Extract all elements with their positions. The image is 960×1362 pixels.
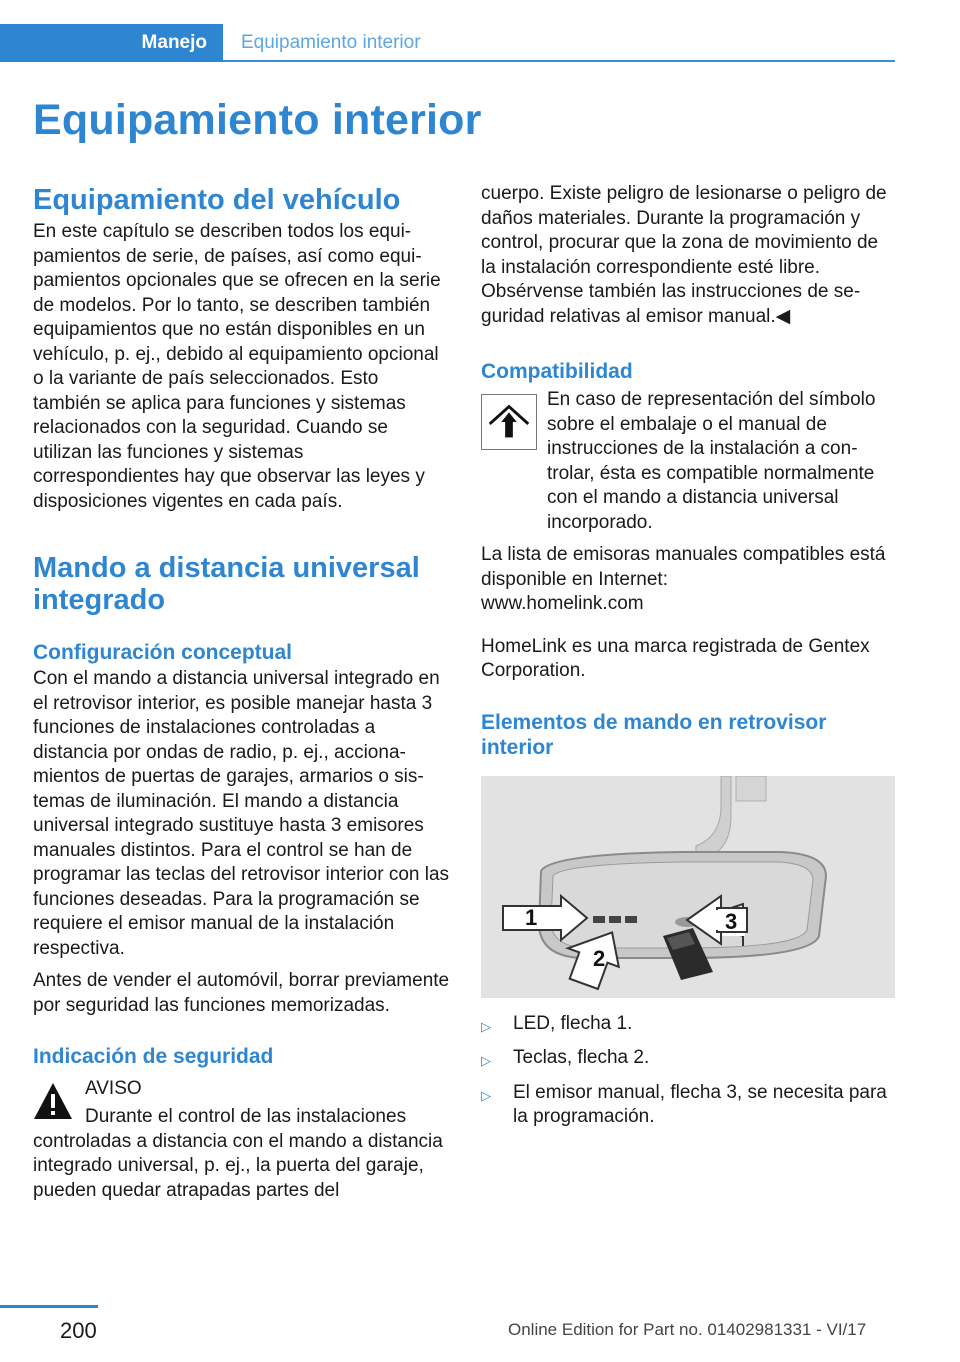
- left-column: [33, 182, 451, 1203]
- heading-equipamiento-vehiculo: Equipamiento del vehículo: [33, 184, 401, 216]
- tab-manejo-label: Manejo: [141, 32, 207, 53]
- list-item: [481, 1012, 895, 1040]
- bullet-triangle-icon: ▷: [481, 1087, 491, 1103]
- list-item: [481, 1081, 895, 1130]
- footer-rule: [0, 1305, 98, 1308]
- tab-manejo[interactable]: [0, 24, 223, 62]
- homelink-house-icon: [481, 394, 537, 450]
- link-homelink[interactable]: www.homelink.com: [481, 593, 644, 614]
- paragraph-homelink: HomeLink es una marca registrada de Gentex Corporation.: [481, 635, 870, 681]
- tab-equipamiento-label: Equipamiento interior: [241, 32, 421, 53]
- paragraph-configuracion: Con el mando a distancia universal integrado en el retrovisor interior, es posible manejar hasta 3 funciones de instalaciones controladas a distancia por ondas de radio, p. ej., accionamientos de puertas de garajes, armarios o sistemas de iluminación. El mando a distancia universal integrado sustituye hasta 3 emisores manuales distintos. Para el control se han de programar las teclas del retrovisor interior con las funciones deseadas. Para la programación se requiere el emisor manual de la instalación respectiva.: [33, 668, 450, 959]
- bullet-triangle-icon: ▷: [481, 1018, 491, 1034]
- paragraph-aviso-continued: cuerpo. Existe peligro de lesionarse o peligro de daños materiales. Durante la programación y control, procurar que la zona de movimiento de la instalación correspondiente esté libre. Obsérvense también las instrucciones de seguridad relativas al emisor manual.◀: [481, 183, 887, 327]
- right-column: [481, 182, 895, 1137]
- page-title: Equipamiento interior: [33, 96, 482, 144]
- controls-list: [481, 1012, 895, 1130]
- heading-elementos: Elementos de mando en retrovisor interior: [481, 710, 827, 759]
- paragraph-compatibilidad: En caso de representación del símbolo sobre el embalaje o el manual de instrucciones de la instalación a controlar, ésta es compatible normalmente con el mando a distancia universal incorporado.: [547, 389, 876, 533]
- paragraph-lista: La lista de emisoras manuales compatibles está disponible en Internet:: [481, 544, 886, 590]
- list-item-text: El emisor manual, flecha 3, se necesita para la programación.: [513, 1081, 887, 1127]
- tab-equipamiento-interior[interactable]: [241, 24, 421, 62]
- heading-seguridad: Indicación de seguridad: [33, 1045, 274, 1068]
- page-number: 200: [60, 1318, 97, 1343]
- paragraph-antes-vender: Antes de vender el automóvil, borrar previamente por seguridad las funciones memorizadas.: [33, 970, 450, 1016]
- mirror-figure: [481, 776, 895, 998]
- bullet-triangle-icon: ▷: [481, 1053, 491, 1068]
- figure-label-3: 3: [725, 908, 738, 934]
- aviso-label: AVISO: [85, 1078, 142, 1099]
- figure-label-2: 2: [593, 945, 606, 971]
- heading-compatibilidad: Compatibilidad: [481, 360, 633, 383]
- list-item-text: Teclas, flecha 2.: [513, 1047, 650, 1068]
- compatibility-block: [481, 388, 895, 535]
- edition-note: Online Edition for Part no. 01402981331 - VI/17: [508, 1320, 867, 1339]
- heading-configuracion: Configuración conceptual: [33, 641, 293, 664]
- list-item: [481, 1046, 895, 1074]
- warning-triangle-icon: [33, 1081, 73, 1121]
- list-item-text: LED, flecha 1.: [513, 1012, 633, 1034]
- figure-label-1: 1: [525, 904, 538, 930]
- rearview-mirror-illustration: [481, 776, 895, 998]
- heading-mando-distancia: Mando a distancia universal integrado: [33, 552, 420, 616]
- aviso-text: Durante el control de las instalaciones controladas a distancia con el mando a distancia integrado universal, p. ej., la puerta del garaje, pueden quedar atrapadas partes del: [33, 1106, 443, 1201]
- paragraph-equipamiento: En este capítulo se describen todos los equipamientos de serie, de países, así como equipamientos opcionales que se ofrecen en la serie de modelos. Por lo tanto, se describen también equipamientos que no están disponibles en un vehículo, p. ej., debido al equipamiento opcional o la variante de país seleccionados. Esto también se aplica para funciones y sistemas relacionados con la seguridad. Cuando se utilizan las funciones y sistemas correspondientes hay que observar las leyes y disposiciones vigentes en cada país.: [33, 221, 441, 512]
